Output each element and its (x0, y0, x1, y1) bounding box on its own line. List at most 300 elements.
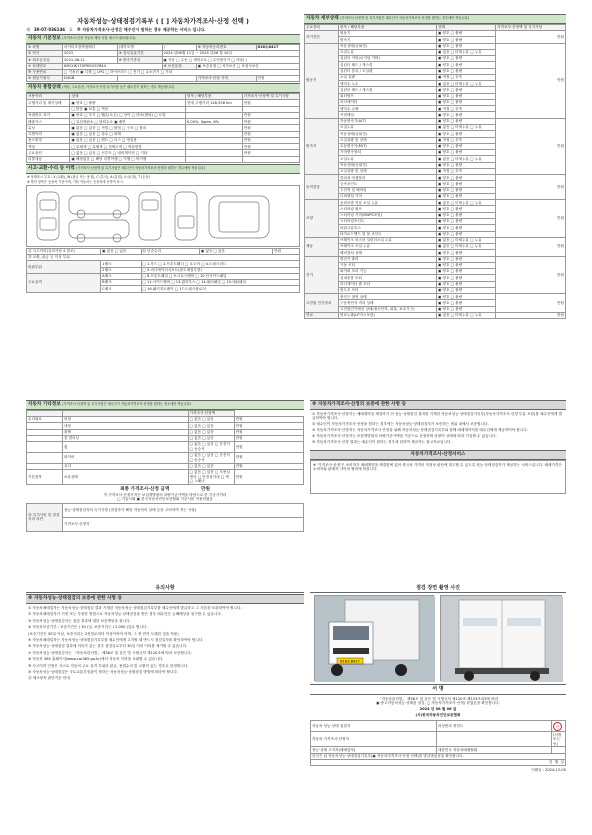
notifier-org: 대한민국 자동차매매협회 (436, 747, 551, 753)
final-note: 이 가격조사·산정가격은 보험개발원의 차량기준가액을 바탕으로 한 기준가격과 (103, 492, 227, 497)
detail-group-label: 제동 (305, 237, 339, 256)
sign-year: 년 (548, 760, 553, 765)
status-unit: 만원 (242, 150, 299, 156)
etc-value: □ 없음 □ 있음 □ 운전석 □ 동승석 (188, 452, 234, 463)
detail-state: ▣ 양호 □ 불량 (436, 256, 495, 262)
etc-price-unit: 만원 (234, 429, 303, 435)
rank-a-items: □ 8.프론트패널 □ 9.크로스멤버 □ 10.인사이드패널 (141, 273, 300, 279)
detail-item: 시동 모터 (339, 262, 437, 268)
status-unit: 만원 (242, 144, 299, 150)
price-special: 가격조사·산정자 (63, 517, 304, 531)
status-unit: 만원 (242, 100, 299, 106)
notice-line: ① 자동차가격조사·산정자는 매매계약을 체결하기 전 성능·상태점검 결과를 기재한 자동차성능·상태점검기록부(자동차가격조사·산정 부분 포함)를 매수인에게 발급하여야 합니다. (312, 411, 562, 421)
detail-item: 실린더 커버(로커암 커버) (339, 56, 437, 62)
detail-item: 냉각수 누수 (339, 81, 437, 87)
detail-state: ▣ 없음 □ 미세누유 □ 누유 (436, 124, 495, 130)
detail-item: 오일유량 및 상태 (339, 168, 437, 174)
detail-item: 실내송풍 모터 (339, 275, 437, 281)
caution-line: ⑤ 자동차매매업자는 자동차성능·상태점검기록부를 매수인에게 고지할 때 반드시 점검일자를 확인하여야 합니다. (28, 637, 204, 642)
final-price-title-text: 최종 가격조사·산정 금액 (120, 487, 170, 493)
transmission-label: ⑤ 변속기종류 (117, 57, 162, 63)
detail-state: ▣ 양호 □ 불량 (436, 181, 495, 187)
detail-state: ▣ 없음 □ 미세누유 □ 누유 (436, 312, 495, 318)
record-no: 30-07-036146 (33, 27, 66, 32)
detail-item: 브레이크 마스터 실린더오일 누유 (339, 237, 437, 243)
sign-day: 일 (560, 760, 564, 765)
caution-line: ⑦ 자동차성능·상태점검자는 「자동차관리법」 제58조 및 같은 법 시행규칙 제120조에 따라 보증합니다. (28, 650, 192, 655)
detail-state: ▣ 양호 □ 불량 (436, 294, 495, 300)
notice-line: ② 매수인이 자동차가격조사·산정을 원하는 경우에는 자동차성능·상태점검자가 보증하는 범위 내에서 보증합니다. (312, 422, 489, 427)
photo-title: 점검 장면 촬영 사진 (310, 584, 566, 593)
warranty-value: ▣ 보증유형 □ 자가보증 □ 보험사보증 (196, 63, 299, 69)
status-item: 주행거리 및 계기상태 (27, 100, 70, 106)
status-state: ▣ 양호 □ 부식 □ 훼손(오손) □ 상이 □ 변조(변타) □ 도말 (70, 112, 186, 118)
fuel-label: ⑨ 사용연료 (27, 69, 63, 75)
rank-c-label: C랭크 (101, 286, 141, 292)
etc-price-unit: 만원 (234, 417, 303, 423)
status-state: ▣ 해당없음 □ 해당 리콜이행 □ 이행 □ 미이행 (70, 156, 186, 162)
detail-item: 스티어링 펌프 (339, 206, 437, 212)
detail-state: ▣ 양호 □ 불량 (436, 43, 495, 49)
detail-price-unit: 만원 (496, 43, 566, 118)
etc-value: □ 없음 □ 있음 (188, 463, 234, 469)
rank2-label: 2랭크 (101, 267, 141, 273)
rank1-items: □ 1.후드 □ 2.프론트휀더 □ 3.도어 □ 4.트렁크리드 (141, 261, 300, 267)
notice-line: ③ 자동차가격조사·산정자는 자동차가격조사·산정을 위해 자동차성능·상태점검기록부와 함께 매매계약서를 매수인에게 제공하여야 합니다. (312, 428, 528, 433)
basic-info-table (26, 44, 300, 83)
detail-price-unit: 만원 (496, 237, 566, 256)
special-label: ⑭ 특기사항 및 점검자의 의견 (27, 503, 63, 531)
chassis-label: ⑦ 차대번호 (27, 63, 63, 69)
notifier-label: 성능·상태 고지자(매매업자) (311, 747, 437, 753)
status-state: ▣ 없음 □ 있음 □ 침수 □ 화재 (70, 131, 186, 137)
caution-line: ⑩ 자동차성능·상태점검은 국토교통부장관이 정하는 자동차성능·상태점검 방법에 따라야 합니다. (28, 669, 179, 674)
detail-item: 라디에이터 (339, 99, 437, 105)
status-unit: 만원 (242, 125, 299, 131)
detail-state: ▣ 양호 □ 불량 (436, 31, 495, 37)
transmission-value: ▣ 자동 □ 수동 □ 세미오토 □ 무단변속기 □ 기타( ) (162, 57, 300, 63)
page3-right (310, 584, 566, 829)
detail-item: 배력장치 상태 (339, 250, 437, 256)
law-text: 「자동차관리법」 제58조 및 같은 법 시행규칙 제120조·제123조의5에 따라 (377, 696, 499, 701)
photo-front (314, 595, 434, 681)
detail-state: ▣ 적정 □ 부족 (436, 168, 495, 174)
caution-line: ② 자동차매매업자가 거짓 또는 부정한 방법으로 자동차성능·상태점검을 받은 경우 매수인은 손해배상을 청구할 수 있습니다. (28, 612, 222, 617)
outer-part-label: 외판부위 (27, 261, 101, 274)
detail-item: 파워고압호스 (339, 225, 437, 231)
detail-state: ▣ 적정 □ 부족 (436, 74, 495, 80)
detail-state: ▣ 양호 □ 불량 (436, 112, 495, 118)
rank2-items: □ 5.라디에이터서포트(볼트체결부품) (141, 267, 300, 273)
basic-info-title: 자동차 기본정보 (28, 36, 61, 41)
detail-price-unit: 만원 (496, 200, 566, 238)
detail-state: ▣ 양호 □ 불량 (436, 68, 495, 74)
sign-date: 2024 년 08 월 08 일 (419, 707, 457, 712)
page2-left (26, 400, 304, 560)
accident-q2-value: ▣ 없음 □ 있음 (199, 248, 272, 254)
etc-price-unit: 만원 (234, 442, 303, 453)
page3-left (26, 584, 304, 829)
detail-group-label: 동력전달 (305, 175, 339, 200)
detail-item: 충전구 절연 상태 (339, 294, 437, 300)
detail-state: ▣ 없음 □ 미세누유 □ 누유 (436, 49, 495, 55)
agree-header: 자동차가격조사·산정서비스 (310, 450, 566, 460)
detail-item: 실린더 헤드 / 개스킷 (339, 62, 437, 68)
price-label: 가격조사·산정 가격 (196, 76, 256, 82)
photo-area (310, 595, 566, 681)
caution-lines (26, 604, 304, 685)
car-diagram-area (26, 185, 300, 247)
detail-item: 동력조향 작동 오일 누유 (339, 200, 437, 206)
detail-item: 변속기 (339, 37, 437, 43)
engine-value: D4GB (63, 76, 118, 82)
detail-item: 실린더 블록 / 오일팬 (339, 68, 437, 74)
service-notice: ※ 자동차가격조사·산정은 매수인이 원하는 경우 제공하는 서비스 입니다. (76, 27, 206, 32)
etc-table (26, 410, 304, 485)
etc-item: 광택 (63, 429, 189, 435)
detail-item: 연료누출(LP가스포함) (339, 312, 437, 318)
sign-note: 성능·상태점검자의 특기사항 (점검자가 해당 자동차의 상태 등을 고려하여 적는 사항) (63, 503, 304, 517)
page1-left (26, 14, 300, 386)
etc-title: 자동차 기타정보 (28, 402, 61, 407)
status-state: ▣ 없음 □ 있음 □ 적법 □ 불법 □ 구조 □ 장치 (70, 125, 186, 131)
detail-item: 등속조인트 (339, 181, 437, 187)
sign-month: 월 (554, 760, 559, 765)
first-reg-value: 2021-06-11 (63, 57, 118, 63)
detail-group-label: 전기 (305, 256, 339, 294)
car-diagram-icon (27, 186, 299, 248)
detail-group-label: 자기진단 (305, 31, 339, 44)
etc-item: 타이어 (63, 452, 189, 463)
notice-line: ⑤ 자동차가격조사·산정 결과는 매수인이 원하는 경우에 한하여 제공하는 참고자료입니다. (312, 440, 452, 445)
detail-item: 오일누유 (339, 49, 437, 55)
status-detail: 0.00%, 0ppm, 6% (186, 119, 243, 125)
detail-item: 작동상태(공회전) (339, 131, 437, 137)
status-state: □ 많음 ▣ 보통 □ 적음 (70, 106, 186, 112)
detail-state: ▣ 양호 □ 불량 (436, 269, 495, 275)
detail-item: 디퍼렌셜 기어 (339, 193, 437, 199)
inspection-period-label: ③ 검사유효기간 (117, 51, 162, 57)
detail-state: ▣ 양호 □ 불량 (436, 275, 495, 281)
status-item: 배출가스 (27, 119, 70, 125)
caution-title: 유의사항 (26, 584, 304, 593)
etc-col-2: 가격조사·산정액 (188, 410, 234, 416)
year-label: ② 연식 (27, 51, 63, 57)
detail-state: ▣ 양호 □ 불량 (436, 37, 495, 43)
detail-col-1: 항목 / 해당부품 (339, 24, 437, 30)
detail-state: ▣ 양호 □ 불량 (436, 218, 495, 224)
detail-item: 와이퍼 모터 기능 (339, 269, 437, 275)
accident-legend: ※ 상태표시 부호 : X (교환), W (판금 또는 용접), C (부식), A (흠집), U (요철), T (손상) (27, 174, 150, 179)
rank-b-items: □ 12.사이드멤버 □ 13.휠하우스 □ 14.필러패널 □ 15.대쉬패널 (141, 280, 300, 286)
detail-title: 자동차 세부상태 (306, 16, 339, 21)
detail-price-unit: 만원 (496, 256, 566, 294)
etc-item: 룸 클리닝 (63, 435, 189, 441)
detail-state: ▣ 양호 □ 불량 (436, 300, 495, 306)
detail-state: ▣ 양호 □ 불량 (436, 87, 495, 93)
detail-group-label: 조향 (305, 200, 339, 238)
receiver-text: 본인은 위 자동차성능·상태점검기록부(▣ 자동차가격조사·산정 선택)를 발급받았음을 확인합니다. (311, 753, 566, 759)
caution-line: ④ 자동차보증기간 : 보증기간은 ( 30 )일, 보증거리는 ( 2,000 )일로 합니다. (28, 625, 148, 630)
detail-item: 커먼레일 (339, 112, 437, 118)
main-frame-label: 주요골격 (27, 273, 101, 292)
truck-front-icon (315, 596, 435, 682)
status-state: □ 무채색 □ 유채색 □ 전체도색 □ 색상변경 (70, 144, 186, 150)
etc-label: 수리필요 (27, 417, 63, 423)
etc-value: □ 없음 □ 있음 (188, 429, 234, 435)
plate-text: 816소8417 (340, 659, 360, 664)
detail-group-label: 변속기 (305, 118, 339, 174)
page2-right (310, 400, 566, 560)
status-table (26, 93, 300, 163)
status-unit: 만원 (242, 119, 299, 125)
photo-rear (440, 595, 562, 681)
status-section-header (26, 83, 300, 93)
detail-state: ▣ 없음 □ 미세누유 □ 누유 (436, 200, 495, 206)
law-text-2: ▣ 중고자동차성능·상태를 점검, □ 자동차가격조사·산정) 하였음을 확인합니다. (376, 700, 500, 705)
detail-state: ▣ 양호 □ 불량 (436, 118, 495, 124)
detail-state: ▣ 없음 □ 미세누유 □ 누유 (436, 244, 495, 250)
detail-item: 작동상태(공회전) (339, 43, 437, 49)
detail-col-0: 주요장치 (305, 24, 339, 30)
detail-item: 브레이크 오일 누유 (339, 244, 437, 250)
detail-item: 수동변속기(M/T) (339, 143, 437, 149)
caution-line: ⑧ 자동차 365 홈페이지(www.car365.go.kr)에서 자동차 이력을 조회할 수 있습니다. (28, 657, 164, 662)
detail-state: ▣ 양호 □ 불량 (436, 93, 495, 99)
etc-label (27, 442, 63, 453)
status-unit: 만원 (242, 137, 299, 143)
detail-item: 냉각수 수량 (339, 106, 437, 112)
basic-info-note: (가격조사·산정 자동차 해당 사항 체크가 필요합니다) (62, 36, 136, 40)
accident-title: 사고·교환·수리 등 이력 (28, 165, 75, 171)
status-col-3: 가격조사·산정액 및 특기사항 (242, 94, 299, 100)
detail-col-3: 가격조사·산정액 및 특기사항 (496, 24, 566, 30)
price-checker-label: 자동차 가격조사·산정자 (311, 732, 437, 747)
record-no-suffix: 호 (69, 27, 73, 32)
rank-a-label: A랭크 (101, 273, 141, 279)
caution-line: ③ 자동차성능·상태점검자는 점검 결과에 대한 보증책임을 집니다. (28, 618, 131, 623)
etc-price-unit: 만원 (234, 423, 303, 429)
detail-item: 스티어링 기어(MDPS포함) (339, 212, 437, 218)
detail-item: 고전원전기배선 상태(접속단자, 피복, 보호기구) (339, 306, 437, 312)
detail-state: ▣ 없음 □ 미세누유 □ 누유 (436, 81, 495, 87)
final-note-2: □ 기술사회 ▣ 한국자동차진단보증협회 기준서를 적용하였음 (117, 497, 213, 502)
detail-price-unit: 만원 (496, 118, 566, 174)
inspector-sign: 라성빈의 정현도 (436, 721, 551, 732)
detail-state: ▣ 양호 □ 불량 (436, 281, 495, 287)
detail-state: ▣ 양호 □ 불량 (436, 150, 495, 156)
status-detail (186, 156, 243, 162)
detail-price-unit: 만원 (496, 175, 566, 200)
basic-info-header (26, 34, 300, 44)
rank1-label: 1랭크 (101, 261, 141, 267)
engine-label: ⑩ 원동기형식 (27, 76, 63, 82)
etc-value: □ 없음 □ 있음 (188, 417, 234, 423)
etc-item: 보유상태 (63, 469, 189, 484)
detail-state: ▣ 양호 □ 불량 (436, 262, 495, 268)
detail-state: ▣ 양호 □ 불량 (436, 62, 495, 68)
status-state: ▣ 없음 □ 있음 □ 렌트 □ 리스 □ 영업용 (70, 137, 186, 143)
detail-state: ▣ 양호 □ 불량 (436, 187, 495, 193)
detail-state: ▣ 양호 □ 불량 (436, 131, 495, 137)
detail-item: 기어변속장치 (339, 150, 437, 156)
status-state: □ 일산화탄소 □ 탄화수소 ▣ 매연 (70, 119, 186, 125)
detail-state: ▣ 양호 □ 불량 (436, 193, 495, 199)
chassis-value: KMCHK17GPMC057644 (63, 63, 163, 69)
status-unit: 만원 (242, 112, 299, 118)
inspection-period-value: 2024 년06월 11일 ~ 2025 년06 월 10일 (162, 51, 300, 57)
status-item: 용도변경 (27, 137, 70, 143)
etc-price-unit: 만원 (234, 463, 303, 469)
detail-item: 라디에이터 팬 모터 (339, 281, 437, 287)
caution-line: ⑨ 사고이력 인정은 사고로 자동차 주요 골격 부위의 판금, 용접수리 및 교환이 있는 경우로 한정합니다. (28, 663, 189, 668)
detail-price-unit: 만원 (496, 294, 566, 313)
detail-state: ▣ 양호 □ 불량 (436, 175, 495, 181)
etc-label (27, 452, 63, 463)
detail-state: ▣ 적정 □ 부족 (436, 106, 495, 112)
detail-state: ▣ 양호 □ 불량 (436, 306, 495, 312)
detail-group-label: 연료 (305, 312, 339, 318)
accident-table (26, 248, 300, 293)
accident-q2: ⑫ 단순수리 (141, 248, 199, 254)
detail-state: ▣ 양호 □ 불량 (436, 143, 495, 149)
issuer-name: (사)한국자동차진단보증협회 (415, 712, 461, 717)
detail-price-unit: 만원 (496, 31, 566, 44)
truck-rear-icon (441, 596, 563, 682)
detail-col-2: 상태 (436, 24, 495, 30)
detail-item: 오일누유 (339, 156, 437, 162)
warranty-label: ⑧ 보증유형 (162, 63, 196, 69)
detail-item: 원동기 (339, 31, 437, 37)
detail-value: ) (162, 44, 196, 50)
accident-q3: ⑬ 교환, 판금 등 이상 부위 (27, 254, 300, 260)
accident-price-unit: 만원 (273, 248, 300, 254)
detail-item: 워터펌프 (339, 93, 437, 99)
etc-value: □ 없음 □ 있음 (188, 423, 234, 429)
car-name: 마이티초장축원베디 (63, 44, 118, 50)
stamp-icon: 인 (553, 722, 562, 731)
price-unit: 만원 (256, 76, 299, 82)
status-item: 특별이력 (27, 131, 70, 137)
caution-line: ① 자동차매매업자는 자동차성능·상태점검 결과 기재한 자동차성능·상태점검기록부를 매수인에게 발급하고 그 사본을 보관하여야 합니다. (28, 605, 242, 610)
accident-section-header (26, 164, 300, 174)
detail-item: 작동상태(공회전) (339, 162, 437, 168)
detail-group-label: 고전원 전기장치 (305, 294, 339, 313)
status-col-2: 항목 / 해당부품 (186, 94, 243, 100)
detail-item: 오일 유량 (339, 74, 437, 80)
detail-state: ▣ 양호 □ 불량 (436, 212, 495, 218)
detail-item: 자동변속기(A/T) (339, 118, 437, 124)
status-col-1: 상태 (70, 94, 186, 100)
detail-item: 스티어링조인트 (339, 218, 437, 224)
detail-state: ▣ 양호 □ 불량 (436, 231, 495, 237)
sign-hint: (서명 또는 인) (552, 732, 566, 747)
accident-legend-2: ※ 하단 항목은 승용차 기준이며, 기타 자동차는 승용차에 준하여 표시 (27, 179, 123, 184)
notice-lines (310, 410, 566, 448)
record-number-row (26, 27, 300, 32)
caution-line: ⑥ 자동차성능·상태점검 결과에 이의가 있는 경우 점검일로부터 30일 이내 이의를 제기할 수 있습니다. (28, 644, 188, 649)
record-no-label: 제 (26, 27, 30, 32)
accident-note: (가격조사·산정액 및 특기사항은 매수인이 자동차가격조사·산정을 원하는 경우에만 적습니다) (76, 165, 205, 170)
status-item: 튜닝 (27, 125, 70, 131)
first-reg-label: ④ 최초등록일 (27, 57, 63, 63)
detail-state: ▣ 없음 □ 미세누유 □ 누유 (436, 156, 495, 162)
status-col-0: 사용이력 (27, 94, 70, 100)
detail-item: 실린더 헤드 / 개스킷 (339, 87, 437, 93)
detail-state: ▣ 양호 □ 불량 (436, 250, 495, 256)
detail-section-header (304, 14, 566, 24)
detail-item: 오일유량 및 상태 (339, 137, 437, 143)
status-section-title: 자동차 종합상태 (28, 85, 61, 91)
detail-item: 타이로드엔드 및 볼 조인트 (339, 231, 437, 237)
detail-label: (세부모델 (117, 44, 162, 50)
detail-item: 구동축전지 격리 상태 (339, 300, 437, 306)
signature-title: 서 명 (310, 684, 566, 694)
detail-item: 발전기 출력 (339, 256, 437, 262)
detail-note: (가격조사·산정액 및 특기사항은 매수인이 자동차가격조사·산정을 원하는 경우에만 적습니다) (340, 16, 469, 20)
etc-value: □ 없음 □ 있음 (188, 435, 234, 441)
status-item: 차대번호 표기 (27, 112, 70, 118)
status-state: ▣ 양호 □ 불량 (70, 100, 186, 106)
etc-price-unit: 만원 (234, 469, 303, 484)
special-table (26, 503, 304, 532)
etc-note: (가격조사·산정액 및 특기사항은 매수인이 자동차가격조사·산정을 원하는 경우에만 적습니다) (62, 402, 191, 406)
etc-item: 유리 (63, 463, 189, 469)
detail-group-label: 원동기 (305, 43, 339, 118)
rank-c-items: □ 16.패키지트레이 □ 17.트렁크플로어 (141, 286, 300, 292)
accident-q1-value: ▣ 없음 □ 있음 (101, 248, 141, 254)
status-detail: 현재 주행거리 128,558 km (186, 100, 243, 106)
status-unit: 만원 (242, 131, 299, 137)
fuel-value: □ 가솔린 ▣ 디젤 □ LPG □ 하이브리드 □ 전기 □ 수소전기 □ 기타 (63, 69, 300, 75)
detail-item: 추진축 및 베어링 (339, 187, 437, 193)
vin-label: ⑥ 자동차등록번호 (196, 44, 256, 50)
caution-subheader: ※ 자동차성능·상태점검의 보증에 관한 사항 등 (26, 594, 304, 604)
inspector-label: 자동차 성능·상태 점검자 (311, 721, 437, 732)
detail-item: 클러치 어셈블리 (339, 175, 437, 181)
detail-state: ▣ 적정 □ 부족 (436, 137, 495, 143)
detail-state: ▣ 양호 □ 불량 (436, 56, 495, 62)
page1-right (304, 14, 566, 386)
detail-state: ▣ 양호 □ 불량 (436, 225, 495, 231)
detail-state: ▣ 양호 □ 불량 (436, 206, 495, 212)
etc-section-header (26, 400, 304, 410)
signature-table (310, 720, 566, 766)
detail-price-unit: 만원 (496, 312, 566, 318)
etc-item: 휠 (63, 442, 189, 453)
detail-state: ▣ 양호 □ 불량 (436, 162, 495, 168)
rank-b-label: B랭크 (101, 280, 141, 286)
detail-item: 오일누유 (339, 124, 437, 130)
status-item: 리콜대상 (27, 156, 70, 162)
status-unit (242, 156, 299, 162)
etc-price-unit: 만원 (234, 452, 303, 463)
accident-q1: ⑪ 사고이력(유의사항 4 참조) (27, 248, 101, 254)
status-section-note: (색상, 주요옵션, 가격조사·산정 특기사항 등은 매수인이 원하는 경우 제공합니다) (62, 85, 175, 90)
etc-value: □ 없음 □ 있음 □ 운전석 □ 동승석 (188, 442, 234, 453)
caution-line: (보증기간은 30일 이상, 보증거리는 2천킬로미터 이상이어야 하며, 그 중 먼저 도래한 것을 적용) (28, 631, 179, 636)
detail-state: ▣ 없음 □ 미세누유 □ 누유 (436, 237, 495, 243)
document-title: 자동차성능·상태점검기록부 ( [ ] 자동차가격조사·산정 선택 ) (77, 17, 249, 25)
final-price-unit: 만원 (201, 487, 210, 493)
notice-section-header: ※ 자동차가격조사·산정의 보증에 관한 사항 등 (310, 400, 566, 410)
detail-table (304, 24, 566, 319)
vin-value: 816소8417 (256, 44, 299, 50)
status-item: 색상 (27, 144, 70, 150)
footer-date: 인쇄일 : 2024-12-05 (531, 768, 566, 773)
etc-item: 내장 (63, 423, 189, 429)
name-label: ① 차명 (27, 44, 63, 50)
